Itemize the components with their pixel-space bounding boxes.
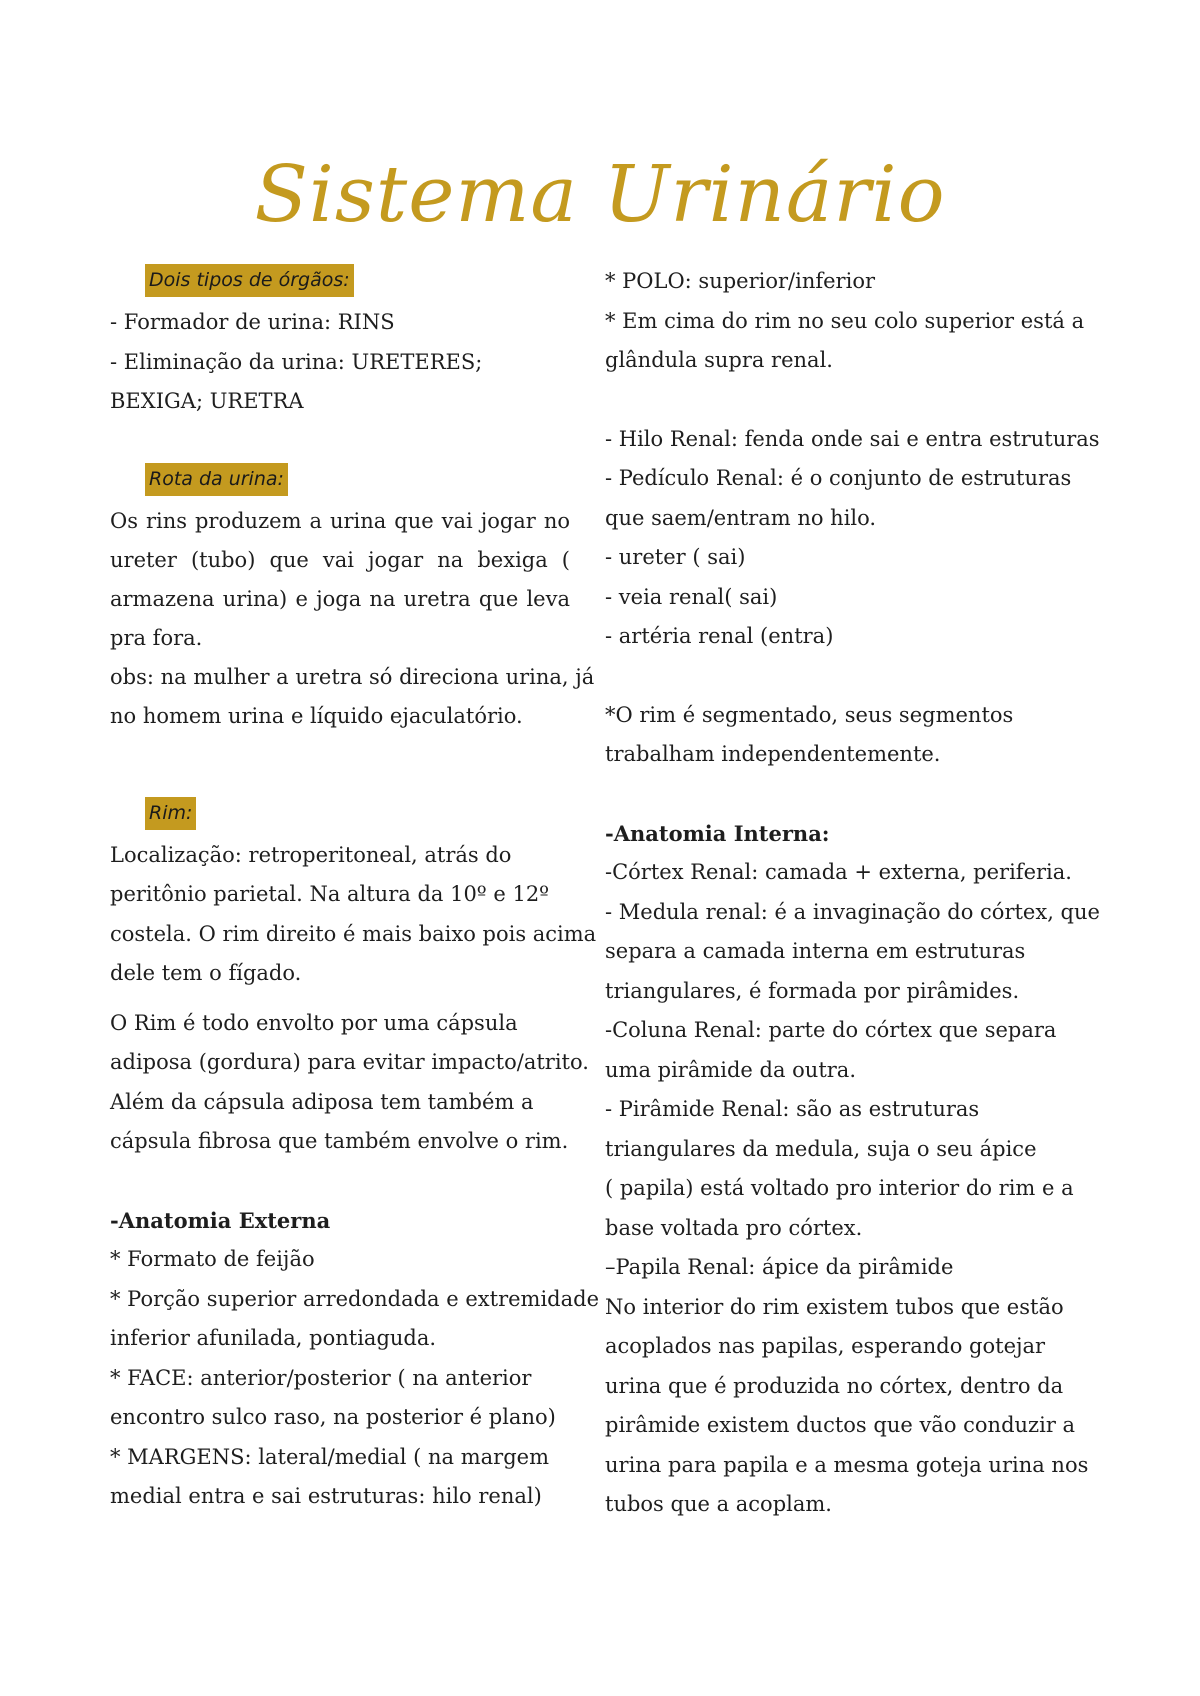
text-line: *O rim é segmentado, seus segmentos: [605, 702, 1014, 727]
text-line: -Córtex Renal: camada + externa, periferia.: [605, 860, 1072, 884]
text-line: trabalham independentemente.: [605, 742, 941, 766]
section-tipos-orgaos: [110, 262, 570, 303]
text-line: BEXIGA; URETRA: [110, 389, 304, 413]
text-line: - Medula renal: é a invaginação do córtex, que: [605, 899, 1100, 924]
text-line: obs: na mulher a uretra só direciona urina, já: [110, 664, 595, 689]
heading-anatomia-externa: -Anatomia Externa: [110, 1207, 331, 1233]
text-line: cápsula fibrosa que também envolve o rim.: [110, 1129, 569, 1153]
text-line: –Papila Renal: ápice da pirâmide: [605, 1255, 954, 1279]
heading-rota-urina: Rota da urina:: [145, 463, 288, 496]
text-line: - Hilo Renal: fenda onde sai e entra estruturas: [605, 426, 1100, 451]
text-line: * Em cima do rim no seu colo superior está a: [605, 308, 1085, 333]
section-rim: [110, 795, 570, 836]
text-line: - Pirâmide Renal: são as estruturas: [605, 1097, 980, 1121]
text-line: costela. O rim direito é mais baixo pois acima: [110, 921, 597, 946]
heading-rim: Rim:: [145, 797, 196, 830]
text-line: dele tem o fígado.: [110, 961, 302, 985]
text-line: triangulares da medula, suja o seu ápice: [605, 1136, 1037, 1161]
text-line: urina que é produzida no córtex, dentro da: [605, 1373, 1064, 1398]
text-line: O Rim é todo envolto por uma cápsula: [110, 1010, 518, 1035]
text-line: triangulares, é formada por pirâmides.: [605, 978, 1020, 1003]
text-line: - artéria renal (entra): [605, 624, 834, 648]
text-line: - Pedículo Renal: é o conjunto de estruturas: [605, 466, 1072, 490]
heading-anatomia-interna: -Anatomia Interna:: [605, 820, 830, 846]
text-line: que saem/entram no hilo.: [605, 505, 877, 530]
text-line: -Coluna Renal: parte do córtex que separa: [605, 1018, 1057, 1042]
text-line: medial entra e sai estruturas: hilo renal): [110, 1484, 542, 1508]
text-line: acoplados nas papilas, esperando gotejar: [605, 1334, 1046, 1358]
text-line: * FACE: anterior/posterior ( na anterior: [110, 1365, 532, 1390]
text-line: Além da cápsula adiposa tem também a: [110, 1089, 534, 1114]
text-line: inferior afunilada, pontiaguda.: [110, 1326, 437, 1350]
text-line: urina para papila e a mesma goteja urina nos: [605, 1452, 1089, 1477]
text-line: No interior do rim existem tubos que estão: [605, 1294, 1064, 1319]
text-line: uma pirâmide da outra.: [605, 1057, 857, 1082]
text-line: - veia renal( sai): [605, 584, 778, 609]
text-line: tubos que a acoplam.: [605, 1492, 832, 1516]
text-line: - Formador de urina: RINS: [110, 310, 395, 334]
text-line: ( papila) está voltado pro interior do rim e a: [605, 1176, 1074, 1200]
text-line: no homem urina e líquido ejaculatório.: [110, 704, 523, 728]
text-line: glândula supra renal.: [605, 348, 833, 372]
text-line: peritônio parietal. Na altura da 10º e 12º: [110, 882, 550, 906]
text-line: base voltada pro córtex.: [605, 1215, 863, 1240]
text-line: adiposa (gordura) para evitar impacto/atrito.: [110, 1050, 589, 1074]
left-column: [110, 262, 599, 1517]
rota-paragraph: Os rins produzem a urina que vai jogar no ureter (tubo) que vai jogar na bexiga ( armazena urina) e joga na uretra que leva pra fora.: [110, 508, 570, 650]
heading-tipos-orgaos: Dois tipos de órgãos:: [145, 264, 354, 297]
text-line: - ureter ( sai): [605, 545, 746, 569]
section-rota-urina: [110, 461, 570, 502]
text-line: pirâmide existem ductos que vão conduzir a: [605, 1413, 1076, 1437]
text-line: * Porção superior arredondada e extremidade: [110, 1286, 599, 1311]
text-line: separa a camada interna em estruturas: [605, 939, 1026, 963]
text-line: * POLO: superior/inferior: [605, 269, 875, 293]
text-line: * Formato de feijão: [110, 1247, 315, 1271]
right-column: [605, 262, 1100, 1525]
page-title: Sistema Urinário: [254, 150, 946, 240]
text-line: * MARGENS: lateral/medial ( na margem: [110, 1444, 549, 1469]
text-line: - Eliminação da urina: URETERES;: [110, 349, 483, 374]
text-line: Localização: retroperitoneal, atrás do: [110, 842, 512, 867]
text-line: encontro sulco raso, na posterior é plano): [110, 1405, 556, 1429]
